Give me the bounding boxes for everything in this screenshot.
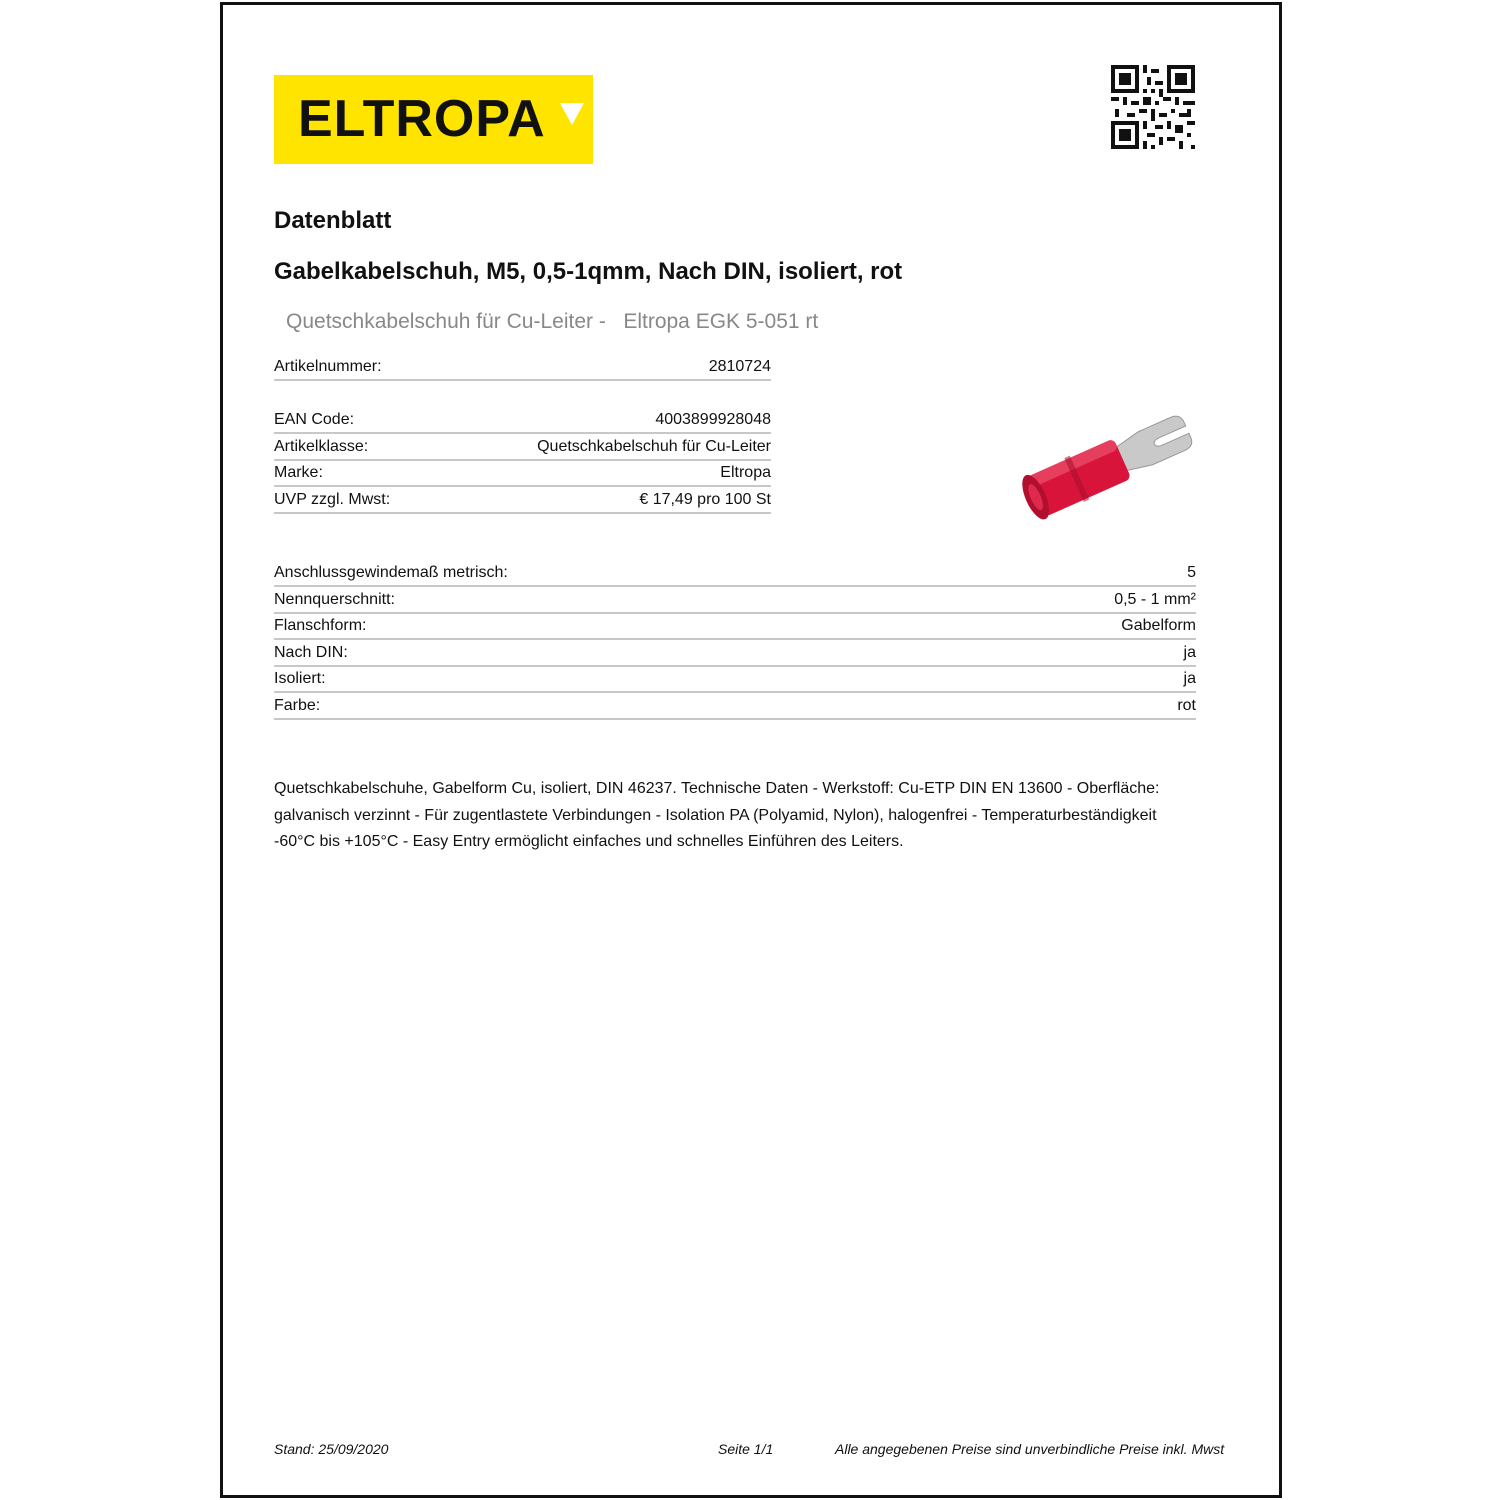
row-label: Isoliert: xyxy=(274,670,326,687)
article-number-row xyxy=(274,354,771,381)
logo-triangle-icon xyxy=(560,103,584,125)
info-row xyxy=(274,487,771,514)
row-value: rot xyxy=(1177,697,1196,714)
product-description: Quetschkabelschuhe, Gabelform Cu, isoliert, DIN 46237. Technische Daten - Werkstoff: Cu-ETP DIN EN 13600 - Oberfläche: galvanisch verzinnt - Für zugentlastete Verbindungen - Isolation PA (Polyamid, Nylon), halogenfrei - Temperaturbeständigkeit -60°C bis +105°C - Easy Entry ermöglicht einfaches und schnelles Einführen des Leiters. xyxy=(274,780,1160,850)
row-label: Flanschform: xyxy=(274,617,367,634)
datasheet-page xyxy=(220,2,1282,1498)
qr-code-icon xyxy=(1111,65,1195,149)
row-value: 2810724 xyxy=(708,358,771,375)
spec-row xyxy=(274,560,1196,587)
eltropa-logo xyxy=(274,75,593,164)
row-value: Gabelform xyxy=(1121,617,1196,634)
row-value: 4003899928048 xyxy=(655,411,771,428)
row-label: Anschlussgewindemaß metrisch: xyxy=(274,564,508,581)
row-value: 0,5 - 1 mm² xyxy=(1114,591,1196,608)
spec-row xyxy=(274,640,1196,667)
product-image xyxy=(998,395,1208,535)
row-label: Artikelnummer: xyxy=(274,358,382,375)
info-row xyxy=(274,434,771,461)
spec-row xyxy=(274,666,1196,693)
product-subtitle: Quetschkabelschuh für Cu-Leiter - Eltropa EGK 5-051 rt xyxy=(286,310,819,333)
row-label: Marke: xyxy=(274,464,323,481)
row-label: EAN Code: xyxy=(274,411,355,428)
row-label: Farbe: xyxy=(274,697,321,714)
row-value: € 17,49 pro 100 St xyxy=(639,491,771,508)
info-row xyxy=(274,407,771,434)
row-value: Quetschkabelschuh für Cu-Leiter xyxy=(537,438,771,455)
footer-date: Stand: 25/09/2020 xyxy=(274,1441,389,1457)
product-title: Gabelkabelschuh, M5, 0,5-1qmm, Nach DIN, isoliert, rot xyxy=(274,258,903,285)
spec-row xyxy=(274,693,1196,720)
info-row xyxy=(274,460,771,487)
spec-row xyxy=(274,613,1196,640)
logo-wordmark: ELTROPA xyxy=(298,90,546,148)
row-label: Nach DIN: xyxy=(274,644,348,661)
document-type-heading: Datenblatt xyxy=(274,207,392,234)
spec-row xyxy=(274,587,1196,614)
row-value: ja xyxy=(1183,644,1196,661)
row-value: ja xyxy=(1183,670,1196,687)
row-value: Eltropa xyxy=(720,464,771,481)
row-label: Artikelklasse: xyxy=(274,438,369,455)
row-label: Nennquerschnitt: xyxy=(274,591,395,608)
footer-price-note: Alle angegebenen Preise sind unverbindliche Preise inkl. Mwst xyxy=(835,1441,1225,1457)
row-value: 5 xyxy=(1187,564,1196,581)
footer-page-number: Seite 1/1 xyxy=(718,1441,774,1457)
row-label: UVP zzgl. Mwst: xyxy=(274,491,391,508)
